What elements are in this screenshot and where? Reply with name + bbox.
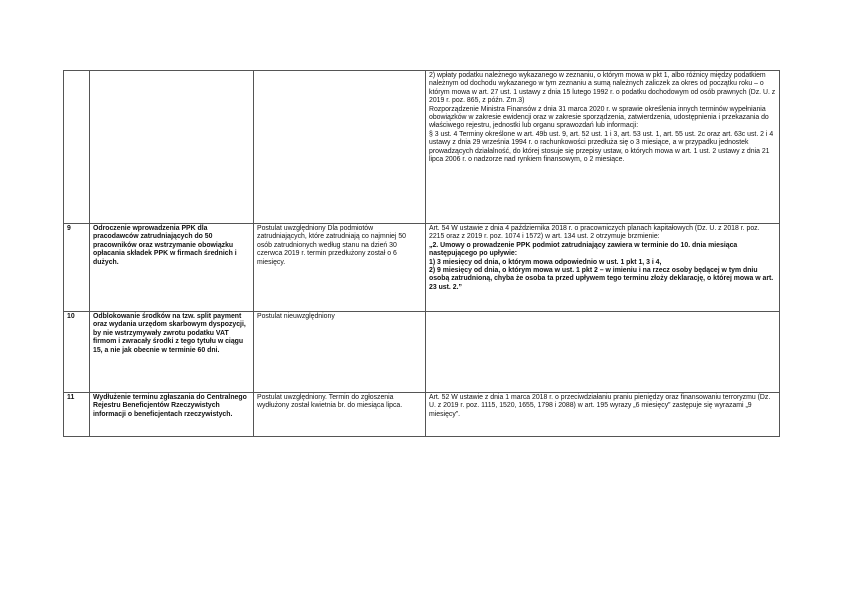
measures-table xyxy=(63,70,780,437)
status-cell: Postulat nieuwzględniony xyxy=(254,312,426,393)
status-cell: Postulat uwzględniony Dla podmiotów zatrudniających, które zatrudniają co najmniej 50 osób zatrudnionych według stanu na dzień 30 czerwca 2019 r. termin przedłużony został o 6 miesięcy. xyxy=(254,224,426,312)
row-number-cell: 11 xyxy=(64,393,90,437)
legal-paragraph: 2) wpłaty podatku należnego wykazanego w zeznaniu, o którym mowa w pkt 1, albo różnicy między podatkiem należnym od dochodu wykazanego w tym zeznaniu a sumą należnych zaliczek za okres od początku roku – o którym mowa w art. 27 ust. 1 ustawy z dnia 15 lutego 1992 r. o podatku dochodowym od osób prawnych (Dz. U. z 2019 r. poz. 865, z późn. Zm.3) xyxy=(429,72,776,105)
status-cell: Postulat uwzględniony. Termin do zgłoszenia wydłużony został kwietnia br. do miesiąca lipca. xyxy=(254,393,426,437)
legal-paragraph: Art. 54 W ustawie z dnia 4 października 2018 r. o pracowniczych planach kapitałowych (Dz. U. z 2018 r. poz. 2215 oraz z 2019 r. poz. 1074 i 1572) w art. 134 ust. 2 otrzymuje brzmienie: xyxy=(429,225,760,241)
legal-paragraph: § 3 ust. 4 Terminy określone w art. 49b ust. 9, art. 52 ust. 1 i 3, art. 53 ust. 1, art. 55 ust. 2c oraz art. 63c ust. 2 i 4 ustawy z dnia 29 września 1994 r. o rachunkowości przedłuża się o 3 miesiące, a w przypadku jednostek prowadzących działalność, do której stosuje się przepisy ustaw, o których mowa w art. 1 ust. 2 ustawy z dnia 21 lipca 2006 r. o nadzorze nad rynkiem finansowym, o 2 miesiące. xyxy=(429,130,774,164)
legal-paragraph: Rozporządzenie Ministra Finansów z dnia 31 marca 2020 r. w sprawie określenia innych terminów wypełniania obowiązków w zakresie ewidencji oraz w zakresie sporządzenia, zatwierdzenia, udostępnienia i przekazania do właściwego rejestru, jednostki lub organu sprawozdań lub informacji: xyxy=(429,105,769,130)
legal-basis-cell xyxy=(426,393,780,437)
legal-basis-cell xyxy=(426,71,780,224)
table-row xyxy=(64,312,780,393)
postulat-cell xyxy=(90,71,254,224)
postulat-cell: Odblokowanie środków na tzw. split payment oraz wydania urzędom skarbowym dyspozycji, by nie wstrzymywały zwrotu podatku VAT firmom i zwracały środki z tego tytułu w ciągu 15, a nie jak obecnie w terminie 60 dni. xyxy=(90,312,254,393)
table-row xyxy=(64,224,780,312)
row-number-cell xyxy=(64,71,90,224)
table-row xyxy=(64,393,780,437)
legal-paragraph: 2) 9 miesięcy od dnia, o którym mowa w ust. 1 pkt 2 – w imieniu i na rzecz osoby będącej w tym dniu osobą zatrudnioną, chyba że osoba ta przed upływem tego terminu złoży deklarację, o której mowa w art. 23 ust. 2.” xyxy=(429,267,774,291)
legal-paragraph: Art. 52 W ustawie z dnia 1 marca 2018 r. o przeciwdziałaniu praniu pieniędzy oraz finansowaniu terroryzmu (Dz. U. z 2019 r. poz. 1115, 1520, 1655, 1798 i 2088) w art. 195 wyrazy „6 miesięcy” zastępuje się wyrazami „9 miesięcy”. xyxy=(429,394,771,418)
legal-basis-cell xyxy=(426,224,780,312)
row-number-cell: 10 xyxy=(64,312,90,393)
row-number-cell: 9 xyxy=(64,224,90,312)
status-cell xyxy=(254,71,426,224)
postulat-cell: Wydłużenie terminu zgłaszania do Centralnego Rejestru Beneficjentów Rzeczywistych informacji o beneficjentach rzeczywistych. xyxy=(90,393,254,437)
legal-basis-cell xyxy=(426,312,780,393)
table-row xyxy=(64,71,780,224)
legal-paragraph: 1) 3 miesięcy od dnia, o którym mowa odpowiednio w ust. 1 pkt 1, 3 i 4, xyxy=(429,258,662,266)
legal-paragraph: „2. Umowy o prowadzenie PPK podmiot zatrudniający zawiera w terminie do 10. dnia miesiąca następującego po upływie: xyxy=(429,241,738,258)
postulat-cell: Odroczenie wprowadzenia PPK dla pracodawców zatrudniających do 50 pracowników oraz wstrzymanie obowiązku opłacania składek PPK w firmach średnich i dużych. xyxy=(90,224,254,312)
